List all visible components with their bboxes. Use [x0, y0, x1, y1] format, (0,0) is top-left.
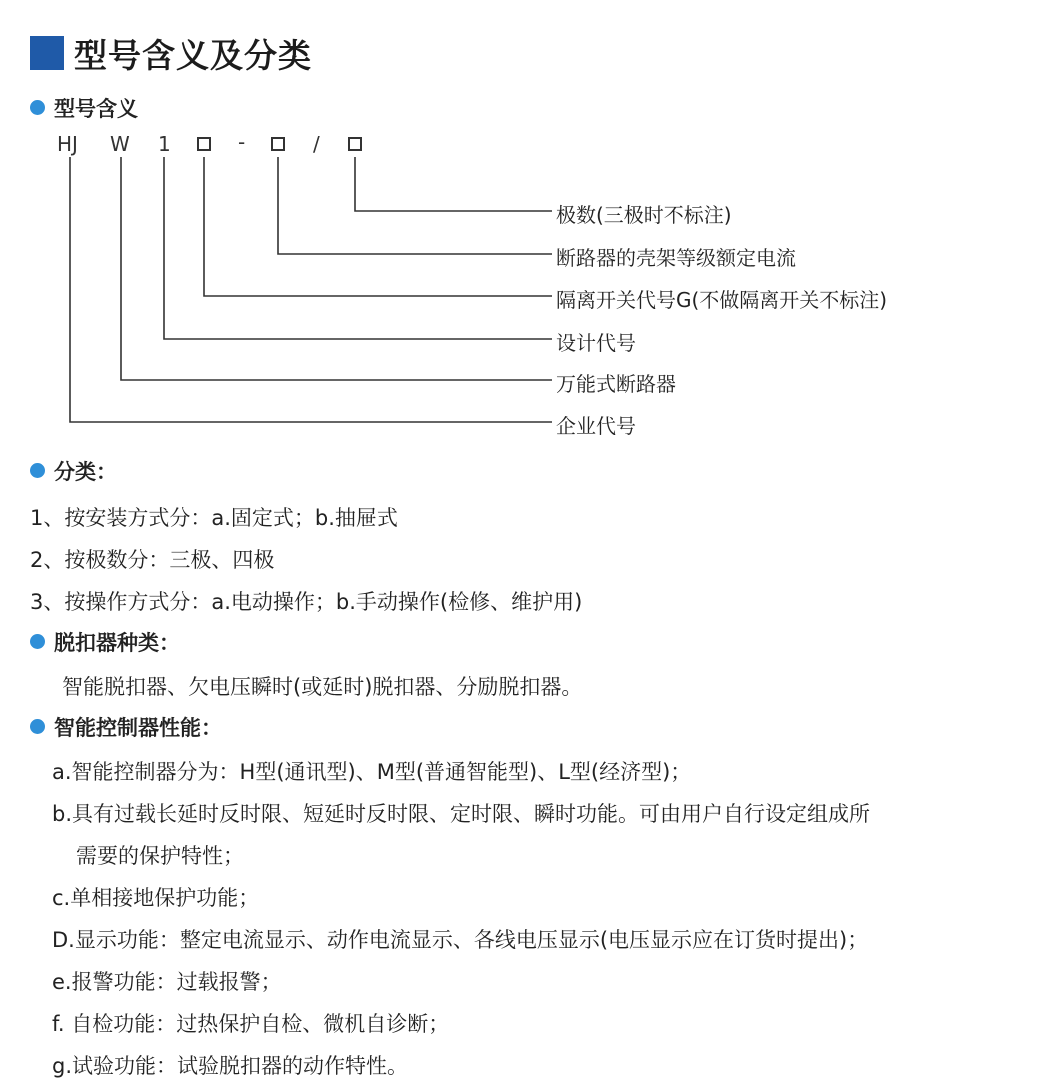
controller-item: c.单相接地保护功能； — [52, 886, 260, 910]
label-isolation-code: 隔离开关代号G(不做隔离开关不标注) — [556, 288, 888, 312]
classification-item: 2、按极数分：三极、四极 — [30, 548, 275, 572]
connector-current — [278, 157, 552, 254]
controller-item: e.报警功能：过载报警； — [52, 970, 282, 994]
classification-heading: 分类： — [54, 460, 117, 484]
connector-poles — [355, 157, 552, 211]
code-w: W — [110, 132, 130, 156]
classification-item: 1、按安装方式分：a.固定式；b.抽屉式 — [30, 506, 398, 530]
controller-item: g.试验功能：试验脱扣器的动作特性。 — [52, 1054, 409, 1078]
code-slash: / — [313, 132, 320, 156]
label-poles: 极数(三极时不标注) — [556, 203, 732, 227]
controller-item: a.智能控制器分为：H型(通讯型)、M型(普通智能型)、L型(经济型)； — [52, 760, 692, 784]
model-meaning-heading: 型号含义 — [54, 97, 138, 121]
bullet-icon — [30, 463, 45, 478]
connector-type — [121, 157, 552, 380]
trip-types-heading: 脱扣器种类： — [54, 631, 180, 655]
code-1: 1 — [158, 132, 171, 156]
controller-item: 需要的保护特性； — [76, 844, 244, 868]
page-title: 型号含义及分类 — [74, 36, 312, 75]
connector-isolation — [204, 157, 552, 296]
label-frame-current: 断路器的壳架等级额定电流 — [556, 246, 796, 270]
controller-heading: 智能控制器性能： — [54, 716, 222, 740]
controller-item: b.具有过载长延时反时限、短延时反时限、定时限、瞬时功能。可由用户自行设定组成所 — [52, 802, 871, 826]
bullet-icon — [30, 719, 45, 734]
trip-types-text: 智能脱扣器、欠电压瞬时(或延时)脱扣器、分励脱扣器。 — [62, 675, 583, 699]
bullet-icon — [30, 634, 45, 649]
classification-item: 3、按操作方式分：a.电动操作；b.手动操作(检修、维护用) — [30, 590, 583, 614]
label-enterprise-code: 企业代号 — [556, 414, 636, 438]
controller-item: f. 自检功能：过热保护自检、微机自诊断； — [52, 1012, 450, 1036]
connector-enterprise — [70, 157, 552, 422]
connector-design — [164, 157, 552, 339]
code-dash: - — [238, 130, 246, 154]
code-hj: HJ — [57, 132, 78, 156]
label-breaker-type: 万能式断路器 — [556, 372, 676, 396]
label-design-code: 设计代号 — [556, 331, 636, 355]
controller-item: D.显示功能：整定电流显示、动作电流显示、各线电压显示(电压显示应在订货时提出)； — [52, 928, 869, 952]
